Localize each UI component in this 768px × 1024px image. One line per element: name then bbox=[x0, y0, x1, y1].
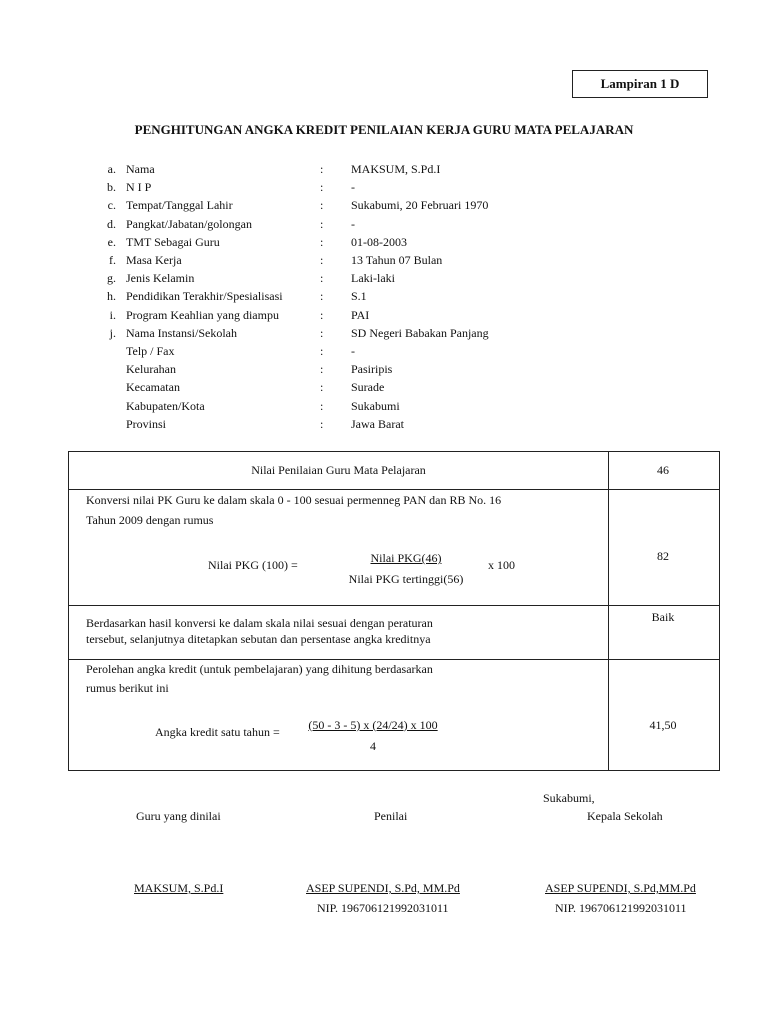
field-letter: g. bbox=[107, 271, 116, 286]
field-value: Laki-laki bbox=[351, 271, 395, 286]
row2-fraction bbox=[331, 551, 481, 587]
row2-formula-multiplier: x 100 bbox=[488, 558, 515, 572]
field-colon: : bbox=[320, 344, 324, 358]
field-label: Program Keahlian yang diampu bbox=[126, 307, 279, 322]
field-label: Kecamatan bbox=[126, 380, 180, 395]
row4-value: 41,50 bbox=[649, 718, 677, 732]
penilai-nip: NIP. 196706121992031011 bbox=[317, 901, 449, 915]
field-letter: h. bbox=[107, 289, 116, 304]
field-colon: : bbox=[320, 162, 324, 176]
row3-value: Baik bbox=[651, 610, 675, 624]
row2-formula-left: Nilai PKG (100) = bbox=[208, 558, 298, 572]
field-label: Masa Kerja bbox=[126, 253, 182, 267]
field-letter: f. bbox=[109, 253, 116, 267]
field-label: Pendidikan Terakhir/Spesialisasi bbox=[126, 289, 283, 304]
field-row bbox=[0, 271, 768, 289]
field-value: PAI bbox=[351, 307, 370, 322]
kepala-nip: NIP. 196706121992031011 bbox=[555, 901, 687, 915]
penilai-role: Penilai bbox=[374, 809, 408, 823]
field-colon: : bbox=[320, 180, 324, 195]
field-label: Nama bbox=[126, 162, 155, 176]
credit-table bbox=[68, 451, 720, 771]
field-row bbox=[0, 289, 768, 307]
row1-label: Nilai Penilaian Guru Mata Pelajaran bbox=[251, 463, 426, 477]
field-value: - bbox=[351, 180, 355, 195]
field-colon: : bbox=[320, 325, 324, 340]
field-value: Pasiripis bbox=[351, 362, 393, 377]
signature-place-date: Sukabumi, bbox=[543, 791, 595, 805]
field-colon: : bbox=[320, 198, 324, 213]
field-colon: : bbox=[320, 271, 324, 286]
field-label: Kabupaten/Kota bbox=[126, 398, 205, 413]
field-colon: : bbox=[320, 253, 324, 267]
field-value: Jawa Barat bbox=[351, 416, 404, 431]
row2-text-line2: Tahun 2009 dengan rumus bbox=[86, 513, 214, 527]
field-label: Pangkat/Jabatan/golongan bbox=[126, 216, 252, 231]
field-value: 13 Tahun 07 Bulan bbox=[351, 253, 443, 267]
field-letter: i. bbox=[109, 307, 116, 322]
field-value: Sukabumi, 20 Februari 1970 bbox=[351, 198, 489, 213]
field-colon: : bbox=[320, 362, 324, 377]
row3-text-line1: Berdasarkan hasil konversi ke dalam skala nilai sesuai dengan peraturan bbox=[86, 616, 433, 630]
field-letter: e. bbox=[107, 234, 116, 249]
field-row bbox=[0, 235, 768, 253]
penilai-name: ASEP SUPENDI, S.Pd, MM.Pd bbox=[306, 881, 460, 895]
field-label: Tempat/Tanggal Lahir bbox=[126, 198, 233, 213]
field-row bbox=[0, 380, 768, 398]
field-label: N I P bbox=[126, 180, 152, 195]
field-label: TMT Sebagai Guru bbox=[126, 234, 220, 249]
guru-name: MAKSUM, S.Pd.I bbox=[134, 881, 224, 895]
field-row bbox=[0, 217, 768, 235]
field-label: Kelurahan bbox=[126, 362, 176, 377]
row4-text-line2: rumus berikut ini bbox=[86, 681, 169, 695]
table-divider-2 bbox=[69, 605, 719, 606]
field-value: Sukabumi bbox=[351, 398, 400, 413]
field-letter: b. bbox=[107, 180, 116, 195]
row2-fraction-numerator: Nilai PKG(46) bbox=[370, 551, 442, 565]
field-value: Surade bbox=[351, 380, 385, 395]
field-colon: : bbox=[320, 416, 324, 431]
row2-text-line1: Konversi nilai PK Guru ke dalam skala 0 - 100 sesuai permenneg PAN dan RB No. 16 bbox=[86, 493, 502, 507]
field-value: - bbox=[351, 344, 355, 358]
field-value: S.1 bbox=[351, 289, 367, 304]
kepala-role: Kepala Sekolah bbox=[587, 809, 663, 823]
field-colon: : bbox=[320, 234, 324, 249]
field-letter: d. bbox=[107, 216, 116, 231]
field-row bbox=[0, 162, 768, 180]
table-divider-1 bbox=[69, 489, 719, 490]
field-row bbox=[0, 180, 768, 198]
field-colon: : bbox=[320, 216, 324, 231]
field-value: - bbox=[351, 216, 355, 231]
guru-role: Guru yang dinilai bbox=[136, 809, 221, 823]
lampiran-box bbox=[572, 70, 708, 98]
field-row bbox=[0, 344, 768, 362]
field-label: Nama Instansi/Sekolah bbox=[126, 325, 237, 340]
field-row bbox=[0, 308, 768, 326]
field-label: Provinsi bbox=[126, 416, 167, 431]
document-title: PENGHITUNGAN ANGKA KREDIT PENILAIAN KERJA GURU MATA PELAJARAN bbox=[134, 122, 634, 137]
field-colon: : bbox=[320, 307, 324, 322]
row2-value: 82 bbox=[657, 549, 669, 563]
row4-fraction-numerator: (50 - 3 - 5) x (24/24) x 100 bbox=[308, 718, 438, 732]
row4-fraction bbox=[295, 718, 451, 754]
field-letter: a. bbox=[107, 162, 116, 176]
field-row bbox=[0, 399, 768, 417]
field-colon: : bbox=[320, 398, 324, 413]
kepala-name: ASEP SUPENDI, S.Pd,MM.Pd bbox=[545, 881, 696, 895]
row2-fraction-denominator: Nilai PKG tertinggi(56) bbox=[348, 572, 464, 586]
row4-text-line1: Perolehan angka kredit (untuk pembelajaran) yang dihitung berdasarkan bbox=[86, 662, 433, 676]
field-label: Jenis Kelamin bbox=[126, 271, 195, 286]
row1-value: 46 bbox=[657, 463, 669, 477]
field-value: SD Negeri Babakan Panjang bbox=[351, 325, 489, 340]
field-letter: j. bbox=[109, 325, 116, 340]
lampiran-label: Lampiran 1 D bbox=[600, 76, 680, 91]
field-row bbox=[0, 417, 768, 435]
field-value: MAKSUM, S.Pd.I bbox=[351, 162, 441, 176]
row4-formula-left: Angka kredit satu tahun = bbox=[155, 725, 280, 739]
field-row bbox=[0, 326, 768, 344]
field-colon: : bbox=[320, 380, 324, 395]
field-row bbox=[0, 253, 768, 271]
row3-text-line2: tersebut, selanjutnya ditetapkan sebutan dan persentase angka kreditnya bbox=[86, 632, 431, 646]
field-colon: : bbox=[320, 289, 324, 304]
row4-fraction-denominator: 4 bbox=[370, 739, 376, 753]
table-divider-3 bbox=[69, 659, 719, 660]
field-label: Telp / Fax bbox=[126, 344, 175, 358]
field-row bbox=[0, 198, 768, 216]
field-value: 01-08-2003 bbox=[351, 234, 407, 249]
field-row bbox=[0, 362, 768, 380]
field-letter: c. bbox=[107, 198, 116, 213]
